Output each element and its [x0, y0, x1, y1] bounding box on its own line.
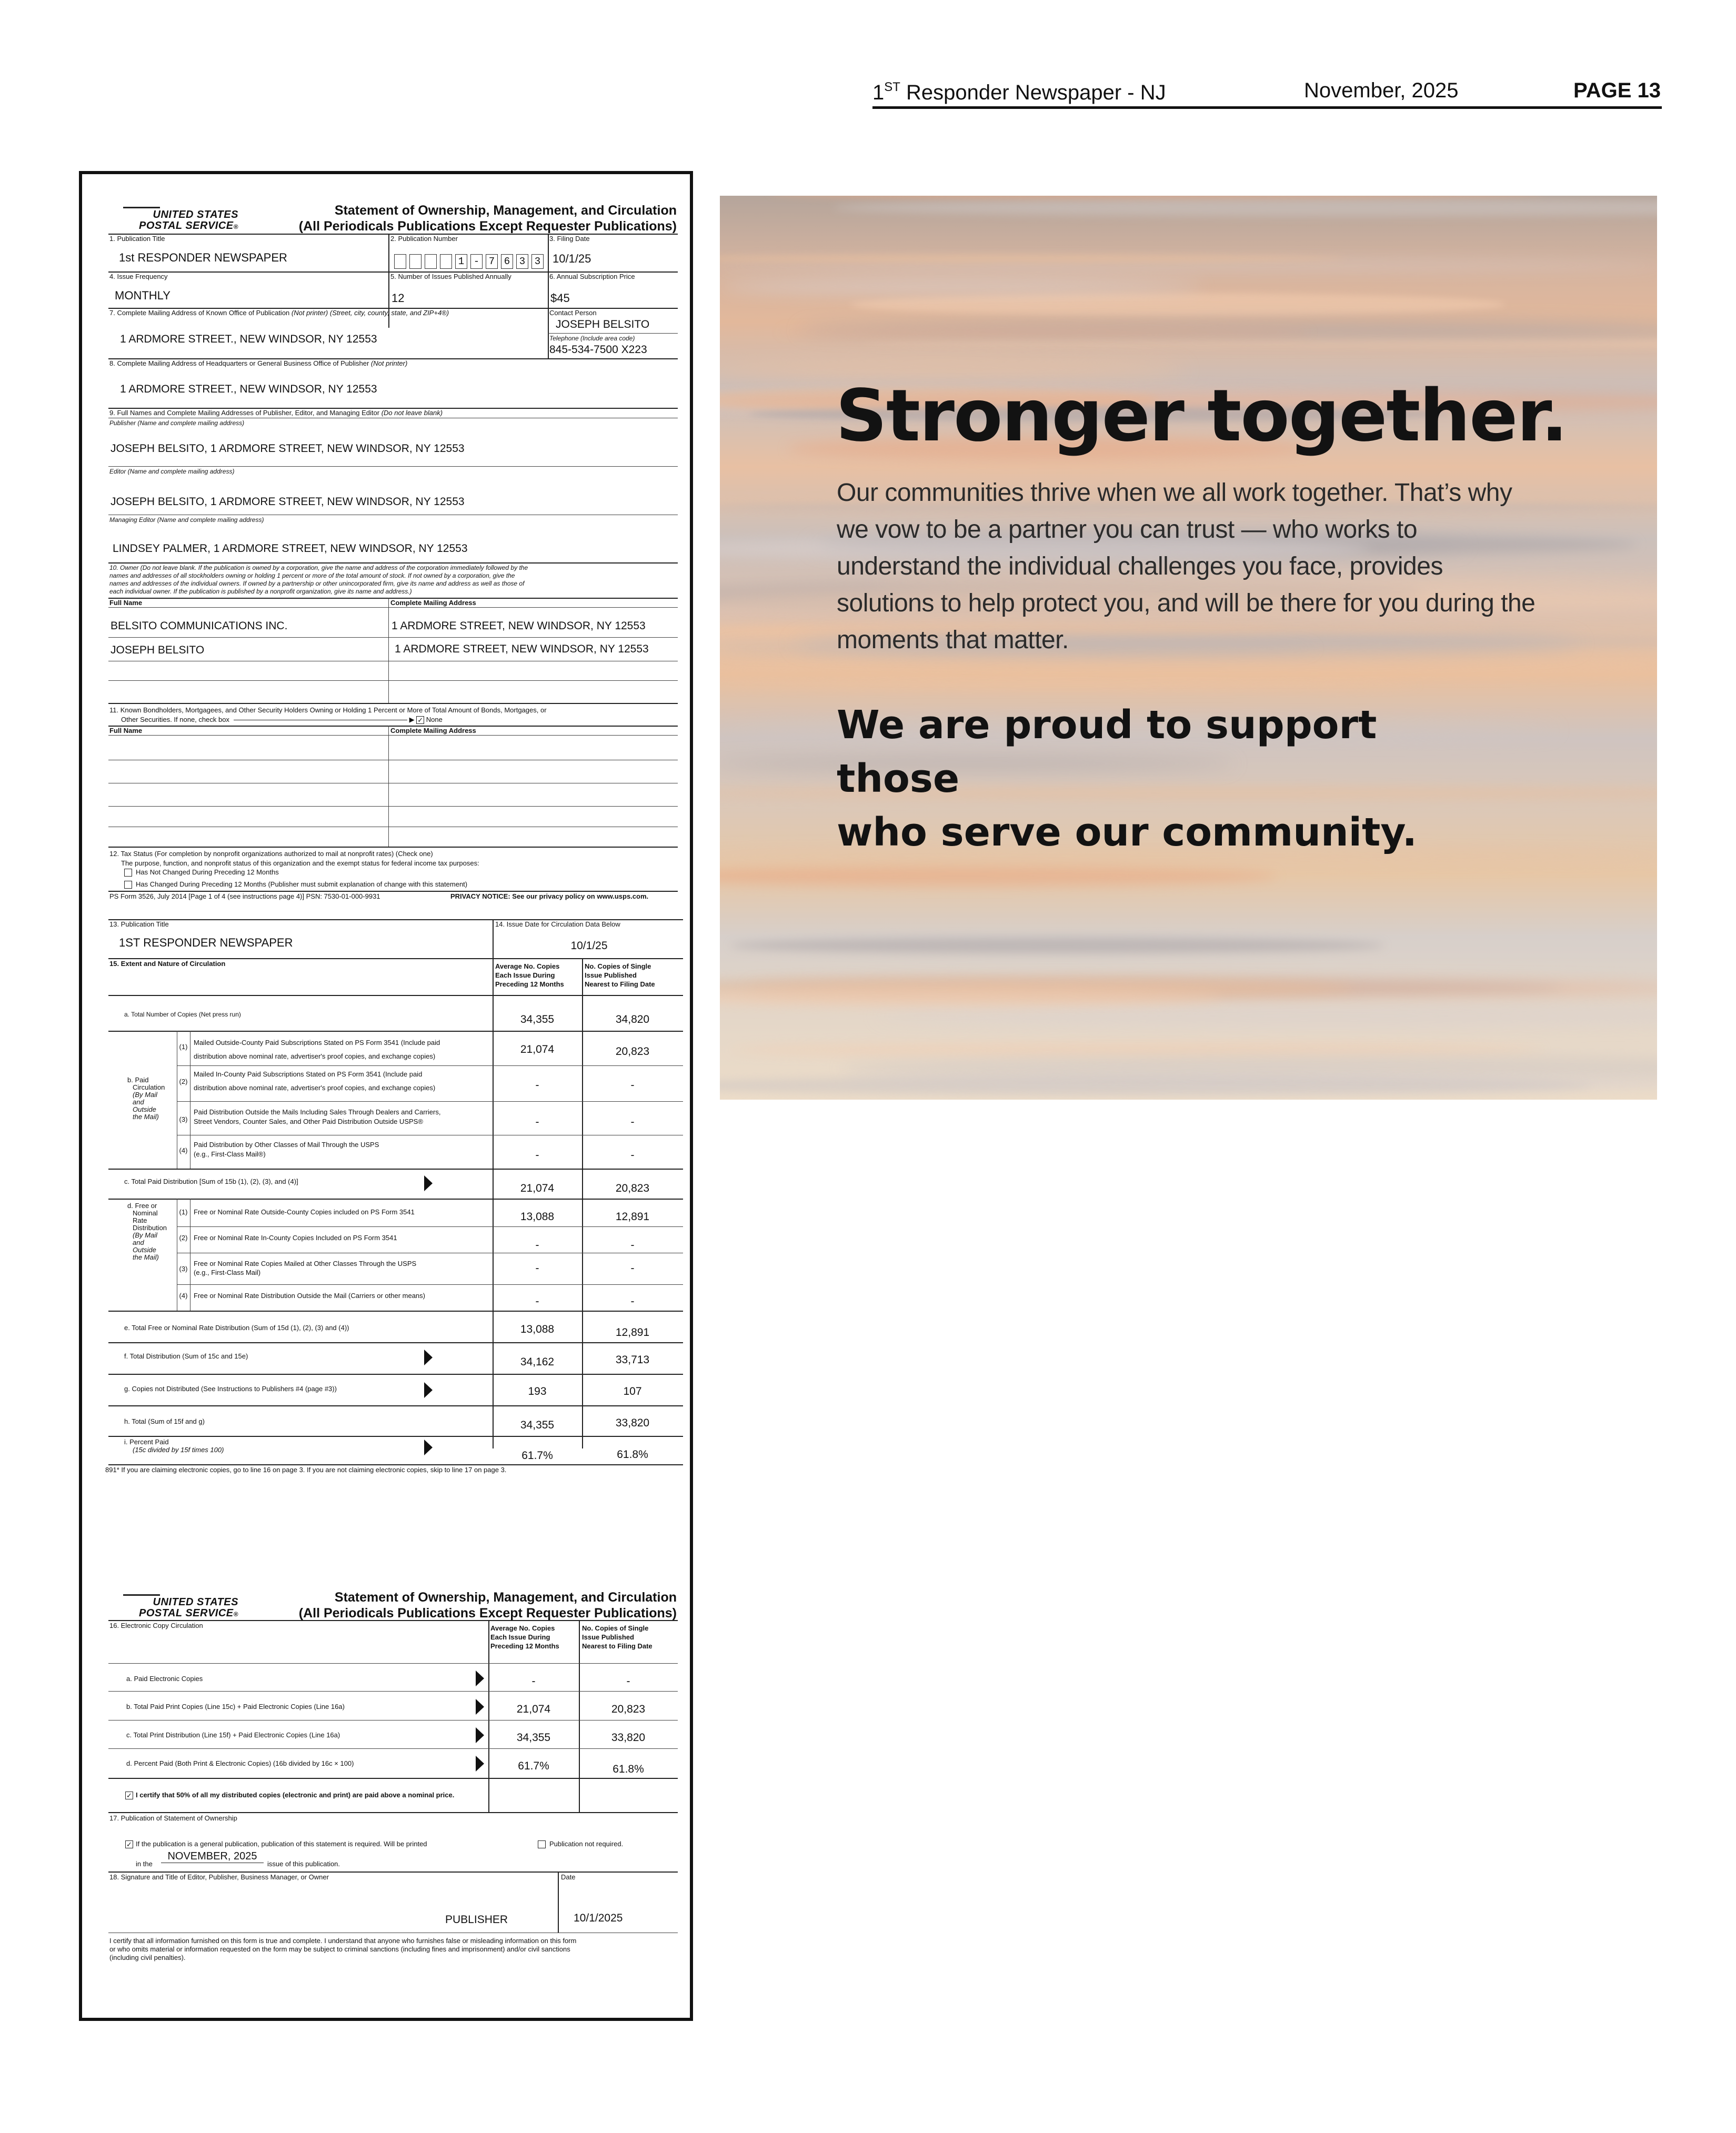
row-d3-average: - — [535, 1262, 539, 1274]
contact-person-label: Contact Person — [549, 309, 597, 317]
field-6-label: 6. Annual Subscription Price — [549, 273, 635, 280]
bondholder-full-name-header: Full Name — [109, 727, 143, 735]
field-13-label: 13. Publication Title — [109, 920, 169, 928]
field-9-label: 9. Full Names and Complete Mailing Addresses of Publisher, Editor, and Managing Editor (Do not leave blank) — [109, 409, 443, 417]
owner-name: BELSITO COMMUNICATIONS INC. — [111, 620, 288, 632]
publication-number-digit: 1 — [455, 254, 467, 269]
row-16a-label: a. Paid Electronic Copies — [126, 1675, 203, 1683]
publication-number-digit: 3 — [516, 254, 528, 269]
row-16d-single: 61.8% — [613, 1763, 644, 1775]
arrow-icon — [476, 1756, 484, 1772]
issue-date: November, 2025 — [1304, 79, 1459, 102]
publisher-label: Publisher (Name and complete mailing address) — [109, 419, 245, 427]
row-d4-label: Free or Nominal Rate Distribution Outside the Mail (Carriers or other means) — [194, 1292, 425, 1300]
sky-streak — [720, 988, 1222, 1007]
row-i-average: 61.7% — [521, 1450, 553, 1462]
field-8-label: 8. Complete Mailing Address of Headquarters or General Business Office of Publisher (Not printer) — [109, 359, 408, 367]
field-15-label: 15. Extent and Nature of Circulation — [109, 960, 226, 968]
advertisement-panel — [720, 196, 1657, 1100]
ad-body: Our communities thrive when we all work together. That’s why we vow to be a partner you can trust — who works to understand the individual challenges you face, provides solutions to help protect you, and will be there for you during the moments that matter. — [837, 479, 1536, 654]
publication-required-checkbox[interactable]: ✓ — [125, 1840, 133, 1848]
row-16d-average: 61.7% — [518, 1760, 549, 1772]
telephone-value: 845-534-7500 X223 — [549, 344, 647, 356]
owner-address-header: Complete Mailing Address — [390, 599, 476, 607]
row-c-average: 21,074 — [520, 1182, 555, 1194]
row-d2-label: Free or Nominal Rate In-County Copies Included on PS Form 3541 — [194, 1234, 397, 1242]
form-footer: PS Form 3526, July 2014 [Page 1 of 4 (see instructions page 4)] PSN: 7530-01-000-9931 — [109, 892, 380, 900]
arrow-icon — [424, 1382, 433, 1398]
bondholder-address-header: Complete Mailing Address — [390, 727, 476, 735]
sky-streak — [720, 866, 1277, 886]
column-single-issue-header: No. Copies of Single Issue Published Nearest to Filing Date — [585, 962, 655, 988]
row-16c-single: 33,820 — [611, 1732, 646, 1744]
electronic-copies-note: 891* If you are claiming electronic copies, go to line 16 on page 3. If you are not claiming electronic copies, skip to line 17 on page 3. — [105, 1466, 507, 1474]
row-d4-average: - — [535, 1295, 539, 1307]
publication-number-digit — [425, 254, 437, 269]
row-16c-average: 34,355 — [516, 1732, 551, 1744]
tax-status-changed-label: Has Changed During Preceding 12 Months (Publisher must submit explanation of change with this statement) — [136, 880, 468, 888]
row-b2-label: Mailed In-County Paid Subscriptions Stated on PS Form 3541 (Include paid distribution above nominal rate, advertiser's proof copies, and exchange copies) — [194, 1070, 436, 1092]
tax-status-not-changed-checkbox[interactable] — [124, 869, 132, 877]
row-b2-average: - — [535, 1079, 539, 1091]
row-b3-label: Paid Distribution Outside the Mails Including Sales Through Dealers and Carriers, Street Vendors, Counter Sales, and Other Paid Distribution Outside USPS® — [194, 1108, 441, 1125]
row-b1-label: Mailed Outside-County Paid Subscriptions Stated on PS Form 3541 (Include paid distribution above nominal rate, advertiser's proof copies, and exchange copies) — [194, 1039, 440, 1060]
owner-address: 1 ARDMORE STREET, NEW WINDSOR, NY 12553 — [392, 620, 646, 632]
field-18-label: 18. Signature and Title of Editor, Publisher, Business Manager, or Owner — [109, 1873, 329, 1881]
row-d1-single: 12,891 — [615, 1211, 650, 1223]
sky-streak — [724, 278, 1203, 295]
sky-streak — [723, 261, 1657, 269]
form-title: Statement of Ownership, Management, and Circulation (All Periodicals Publications Except Requester Publications) — [298, 1590, 677, 1621]
usps-ps-form-3526: UNITED STATES POSTAL SERVICE® Statement of Ownership, Management, and Circulation (All Periodicals Publications Except Requester Publications) 1. Publication Title 1st RESPONDER NEWSPAPER 2. Publication Number 1 - 7 6 3 3 3. Filing Date 10/1/25 4. Issue Frequency MONTHLY 5. Number of Issues Published Annually 12 6. Annual Subscription Price $45 7. Complete Mailing Address of Known Office of Publication (Not printer) (Street, city, county, state, and ZIP+4®) 1 ARDMORE STREET., NEW WINDSOR, NY 12553 Contact Person JOSEPH BELSITO Telephone (Include area code) 845-534-7500 X223 8. Complete Mailing Address of Headquarters or General Business Office of Publisher (Not printer) 1 ARDMORE STREET., NEW WINDSOR, NY 12553 9. Full Names and Complete Mailing Addresses of Publisher, Editor, and Managing Editor (Do not leave blank) Publisher (Name and complete mailing address) JOSEPH BELSITO, 1 ARDMORE STREET, NEW WINDSOR, NY 12553 Editor (Name and complete mailing address) JOSEPH BELSITO, 1 ARDMORE STREET, NEW WINDSOR, NY 12553 Managing Editor (Name and complete mailing address) LINDSEY PALMER, 1 ARDMORE STREET, NEW WINDSOR, NY 12553 10. Owner (Do not leave blank. If the publication is owned by a corporation, give the name and address of the corporation immediately followed by the names and addresses of all stockholders owning or holding 1 percent or more of the total amount of stock. If not owned by a corporation, give the names and addresses of the individual owners. If owned by a partnership or other unincorporated firm, give its name and address as well as those of each individual owner. If the publication is published by a nonprofit organization, give its name and address.) Full Name Complete Mailing Address BELSITO COMMUNICATIONS INC. 1 ARDMORE STREET, NEW WINDSOR, NY 12553 JOSEPH BELSITO 1 ARDMORE STREET, NEW WINDSOR, NY 12553 11. Known Bondholders, Mortgagees, and Other Security Holders Owning or Holding 1 Percent or More of Total Amount of Bonds, Mortgages, or Other Securities. If none, check box ▶ ✓ None Full Name Complete Mailing Address 12. Tax Status (For completion by nonprofit organizations authorized to mail at nonprofit rates) (Check one) The purpose, function, and nonprofit status of this organization and the exempt status for federal income tax purposes: Has Not Changed During Preceding 12 Months Has Changed During Preceding 12 Months (Publisher must submit explanation of change with this statement) PS Form 3526, July 2014 [Page 1 of 4 (see instructions page 4)] PSN: 7530-01-000-9931 PRIVACY NOTICE: See our privacy policy on www.usps.com. 13. Publication Title 1ST RESPONDER NEWSPAPER 14. Issue Date for Circulation Data Below 10/1/25 15. Extent and Nature of Circulation Average No. Copies Each Issue During Preceding 12 Months No. Copies of Single Issue Published Nearest to Filing Date a. Total Number of Copies (Net press run) 34,355 34,820 b. Paid Circulation (By Mail and Outside the Mail) (1) Mailed Outside-County Paid Subscriptions Stated on PS Form 3541 (Include paid distribution above nominal rate, advertiser's proof copies, and exchange copies) 21,074 20,823 (2) Mailed In-County Paid Subscriptions Stated on PS Form 3541 (Include paid distribution above nominal rate, advertiser's proof copies, and exchange copies) - - (3) Paid Distribution Outside the Mails Including Sales Through Dealers and Carriers, Street Vendors, Counter Sales, and Other Paid Distribution Outside USPS® - - (4) Paid Distribution by Other Classes of Mail Through the USPS (e.g., First-Class Mail®) - - c. Total Paid Distribution [Sum of 15b (1), (2), (3), and (4)] 21,074 20,823 d. Free or Nominal Rate Distribution (By Mail and Outside the Mail) (1) Free or Nominal Rate Outside-County Copies included on PS Form 3541 13,088 12,891 (2) Free or Nominal Rate In-County Copies Included on PS Form 3541 - - (3) Free or Nominal Rate Copies Mailed at Other Classes Through the USPS (e.g., First-Class Mail) - - (4) Free or Nominal Rate Distribution Outside the Mail (Carriers or other means) - - e. Total Free or Nominal Rate Distribution (Sum of 15d (1), (2), (3) and (4)) 13,088 12,891 f. Total Distribution (Sum of 15c and 15e) 34,162 33,713 g. Copies not Distributed (See Instructions to Publishers #4 (page #3)) 193 107 h. Total (Sum of 15f and g) 34,355 33,820 i. Percent Paid (15c divided by 15f times 100) 61.7% 61.8% 891* If you are claiming electronic copies, go to line 16 on page 3. If you are not claiming electronic copies, skip to line 17 on page 3. UNITED STATES POSTAL SERVICE® Statement of Ownership, Management, and Circulation (All Periodicals Publications Except Requester Publications) 16. Electronic Copy Circulation Average No. Copies Each Issue During Preceding 12 Months No. Copies of Single Issue Published Nearest to Filing Date a. Paid Electronic Copies - - b. Total Paid Print Copies (Line 15c) + Paid Electronic Copies (Line 16a) 21,074 20,823 c. Total Print Distribution (Line 15f) + Paid Electronic Copies (Line 16a) 34,355 33,820 d. Percent Paid (Both Print & Electronic Copies) (16b divided by 16c × 100) 61.7% 61.8% ✓ I certify that 50% of all my distributed copies (electronic and print) are paid above a nominal price. 17. Publication of Statement of Ownership ✓ If the publication is a general publication, publication of this statement is required. Will be printed Publication not required. in the NOVEMBER, 2025 issue of this publication. 18. Signature and Title of Editor, Publisher, Business Manager, or Owner Date PUBLISHER 10/1/2025 I certify that all information furnished on this form is true and complete. I understand that anyone who furnishes false or misleading information on this form or who omits material or information requested on the form may be subject to criminal sanctions (including fines and imprisonment) and/or civil sanctions (including civil penalties). — [79, 171, 693, 2021]
page-header — [872, 78, 1662, 109]
date-label: Date — [561, 1873, 576, 1881]
publication-number-digit — [409, 254, 422, 269]
field-17-label: 17. Publication of Statement of Ownership — [109, 1814, 237, 1822]
managing-editor-label: Managing Editor (Name and complete mailing address) — [109, 516, 264, 524]
field-11-instructions: 11. Known Bondholders, Mortgagees, and Other Security Holders Owning or Holding 1 Percent or More of Total Amount of Bonds, Mortgages, or Other Securities. If none, check box ▶ ✓ None — [109, 706, 547, 725]
form-title: Statement of Ownership, Management, and Circulation (All Periodicals Publications Except Requester Publications) — [298, 203, 677, 234]
field-2-label: 2. Publication Number — [390, 235, 458, 243]
row-b4-single: - — [630, 1149, 635, 1161]
arrow-icon — [424, 1350, 433, 1365]
field-16-label: 16. Electronic Copy Circulation — [109, 1622, 203, 1629]
in-the-label: in the — [136, 1860, 153, 1868]
field-10-instructions: 10. Owner (Do not leave blank. If the publication is owned by a corporation, give the name and address of the corporation immediately followed by the names and addresses of all stockholders owning or holding 1 percent or more of the total amount of stock. If not owned by a corporation, give the names and addresses of the individual owners. If owned by a partnership or other unincorporated firm, give its name and address as well as those of each individual owner. If the publication is published by a nonprofit organization, give its name and address.) — [109, 564, 528, 595]
row-a-label: a. Total Number of Copies (Net press run) — [124, 1011, 241, 1018]
column-average-header: Average No. Copies Each Issue During Preceding 12 Months — [495, 962, 564, 988]
row-16d-label: d. Percent Paid (Both Print & Electronic Copies) (16b divided by 16c × 100) — [126, 1759, 354, 1767]
row-h-single: 33,820 — [615, 1417, 650, 1429]
issue-tail-label: issue of this publication. — [267, 1860, 340, 1868]
field-1-value: 1st RESPONDER NEWSPAPER — [119, 251, 287, 264]
publication-not-required-label: Publication not required. — [549, 1840, 624, 1848]
arrow-icon — [476, 1699, 484, 1715]
row-g-single: 107 — [623, 1385, 642, 1397]
sky-streak — [779, 329, 1311, 335]
usps-logo: UNITED STATES POSTAL SERVICE® — [139, 207, 238, 232]
certify-50-checkbox[interactable]: ✓ — [125, 1792, 133, 1799]
field-7-label: 7. Complete Mailing Address of Known Office of Publication (Not printer) (Street, city, county, state, and ZIP+4®) — [109, 309, 449, 317]
arrow-icon — [476, 1671, 484, 1686]
arrow-icon — [476, 1727, 484, 1743]
row-b3-single: - — [630, 1116, 635, 1128]
arrow-icon — [424, 1175, 433, 1191]
publication-number-digit — [394, 254, 406, 269]
row-16b-label: b. Total Paid Print Copies (Line 15c) + Paid Electronic Copies (Line 16a) — [126, 1703, 345, 1711]
row-g-label: g. Copies not Distributed (See Instructions to Publishers #4 (page #3)) — [124, 1385, 337, 1393]
ad-support-message: We are proud to support those who serve our community. — [837, 702, 1417, 855]
owner-name: JOSEPH BELSITO — [111, 644, 205, 656]
field-13-value: 1ST RESPONDER NEWSPAPER — [119, 936, 293, 949]
privacy-notice: PRIVACY NOTICE: See our privacy policy on www.usps.com. — [450, 892, 649, 900]
row-b1-average: 21,074 — [520, 1043, 555, 1055]
field-4-value: MONTHLY — [115, 289, 170, 302]
sky-streak — [850, 293, 1505, 316]
managing-editor-value: LINDSEY PALMER, 1 ARDMORE STREET, NEW WINDSOR, NY 12553 — [113, 542, 468, 555]
row-g-average: 193 — [528, 1385, 547, 1397]
sky-streak — [720, 681, 1418, 688]
row-b3-average: - — [535, 1116, 539, 1128]
field-1-label: 1. Publication Title — [109, 235, 165, 243]
signature-date: 10/1/2025 — [574, 1912, 623, 1924]
publication-not-required-checkbox[interactable] — [538, 1840, 546, 1848]
row-e-average: 13,088 — [520, 1323, 555, 1335]
row-16b-average: 21,074 — [516, 1703, 551, 1715]
row-16b-single: 20,823 — [611, 1703, 646, 1715]
sky-streak — [862, 339, 1657, 347]
usps-logo: UNITED STATES POSTAL SERVICE® — [139, 1594, 238, 1619]
publisher-value: JOSEPH BELSITO, 1 ARDMORE STREET, NEW WINDSOR, NY 12553 — [111, 442, 465, 455]
row-h-average: 34,355 — [520, 1419, 555, 1431]
field-3-label: 3. Filing Date — [549, 235, 590, 243]
telephone-label: Telephone (Include area code) — [549, 335, 635, 342]
row-d3-label: Free or Nominal Rate Copies Mailed at Other Classes Through the USPS (e.g., First-Class Mail) — [194, 1260, 417, 1276]
row-i-label: i. Percent Paid (15c divided by 15f times 100) — [124, 1438, 224, 1454]
field-7-value: 1 ARDMORE STREET., NEW WINDSOR, NY 12553 — [120, 333, 377, 345]
row-i-single: 61.8% — [617, 1448, 648, 1461]
publication-required-label: If the publication is a general publication, publication of this statement is required. Will be printed — [136, 1840, 427, 1848]
row-f-label: f. Total Distribution (Sum of 15c and 15e) — [124, 1352, 248, 1360]
field-12-tax-status: 12. Tax Status (For completion by nonprofit organizations authorized to mail at nonprofit rates) (Check one) The purpose, function, and nonprofit status of this organization and the exempt status for federal income tax purposes: — [109, 850, 479, 867]
row-a-average: 34,355 — [520, 1013, 555, 1025]
field-8-value: 1 ARDMORE STREET., NEW WINDSOR, NY 12553 — [120, 383, 377, 395]
sky-streak — [720, 657, 1657, 672]
certify-50-label: I certify that 50% of all my distributed copies (electronic and print) are paid above a nominal price. — [136, 1791, 455, 1799]
column-average-header: Average No. Copies Each Issue During Preceding 12 Months — [490, 1624, 559, 1650]
field-6-value: $45 — [550, 291, 570, 305]
field-5-label: 5. Number of Issues Published Annually — [390, 273, 511, 280]
none-checkbox[interactable]: ✓ — [416, 716, 424, 724]
sky-streak — [730, 938, 1384, 953]
editor-label: Editor (Name and complete mailing address) — [109, 468, 235, 475]
editor-value: JOSEPH BELSITO, 1 ARDMORE STREET, NEW WINDSOR, NY 12553 — [111, 496, 465, 508]
publication-number-digit — [440, 254, 452, 269]
row-d3-single: - — [630, 1262, 635, 1274]
row-e-single: 12,891 — [615, 1326, 650, 1339]
row-16a-average: - — [531, 1675, 536, 1687]
owner-full-name-header: Full Name — [109, 599, 143, 607]
row-f-single: 33,713 — [615, 1354, 650, 1366]
field-14-value: 10/1/25 — [570, 940, 608, 952]
field-14-label: 14. Issue Date for Circulation Data Below — [495, 920, 620, 928]
sky-streak — [833, 199, 1657, 216]
row-b2-single: - — [630, 1079, 635, 1091]
column-single-issue-header: No. Copies of Single Issue Published Nearest to Filing Date — [582, 1624, 653, 1650]
field-4-label: 4. Issue Frequency — [109, 273, 168, 280]
sky-streak — [875, 1007, 1657, 1025]
publication-number-digit: 7 — [486, 254, 498, 269]
row-b4-label: Paid Distribution by Other Classes of Mail Through the USPS (e.g., First-Class Mail®) — [194, 1141, 379, 1158]
row-c-label: c. Total Paid Distribution [Sum of 15b (1), (2), (3), and (4)] — [124, 1178, 298, 1185]
row-f-average: 34,162 — [520, 1356, 555, 1368]
row-d-label: d. Free or Nominal Rate Distribution (By Mail and Outside the Mail) — [127, 1202, 167, 1261]
row-16a-single: - — [626, 1675, 630, 1687]
row-d1-average: 13,088 — [520, 1211, 555, 1223]
row-d4-single: - — [630, 1295, 635, 1307]
field-3-value: 10/1/25 — [553, 252, 591, 265]
owner-address: 1 ARDMORE STREET, NEW WINDSOR, NY 12553 — [395, 643, 649, 655]
row-16c-label: c. Total Print Distribution (Line 15f) + Paid Electronic Copies (Line 16a) — [126, 1731, 340, 1739]
ad-headline: Stronger together. — [836, 375, 1567, 458]
sky-streak — [730, 1043, 1543, 1057]
publication-number-digit: 6 — [501, 254, 513, 269]
row-c-single: 20,823 — [615, 1182, 650, 1194]
row-d2-average: - — [535, 1239, 539, 1251]
signature-title: PUBLISHER — [445, 1914, 508, 1926]
page-number: PAGE 13 — [1573, 79, 1661, 102]
certification-statement: I certify that all information furnished on this form is true and complete. I understand that anyone who furnishes false or misleading information on this form or who omits material or information requested on the form may be subject to criminal sanctions (including fines and imprisonment) and/or civil sanctions (including civil penalties). — [109, 1937, 577, 1961]
row-a-single: 34,820 — [615, 1013, 650, 1025]
row-d1-label: Free or Nominal Rate Outside-County Copies included on PS Form 3541 — [194, 1208, 415, 1216]
issue-of-publication: NOVEMBER, 2025 — [161, 1850, 264, 1863]
publication-number-digit: 3 — [531, 254, 544, 269]
contact-person-value: JOSEPH BELSITO — [556, 318, 650, 330]
arrow-icon — [424, 1440, 433, 1455]
publication-number-digit: - — [470, 254, 483, 269]
row-e-label: e. Total Free or Nominal Rate Distribution (Sum of 15d (1), (2), (3) and (4)) — [124, 1324, 349, 1332]
row-b-label: b. Paid Circulation (By Mail and Outside the Mail) — [127, 1076, 165, 1121]
publication-number-boxes — [394, 254, 552, 269]
row-b1-single: 20,823 — [615, 1045, 650, 1058]
sky-streak — [720, 1075, 1592, 1095]
tax-status-not-changed-label: Has Not Changed During Preceding 12 Months — [136, 868, 279, 876]
row-b4-average: - — [535, 1149, 539, 1161]
row-d2-single: - — [630, 1239, 635, 1251]
field-5-value: 12 — [392, 291, 405, 305]
row-h-label: h. Total (Sum of 15f and g) — [124, 1417, 205, 1425]
publication-name: 1ST Responder Newspaper - NJ — [872, 80, 1166, 104]
tax-status-changed-checkbox[interactable] — [124, 881, 132, 889]
